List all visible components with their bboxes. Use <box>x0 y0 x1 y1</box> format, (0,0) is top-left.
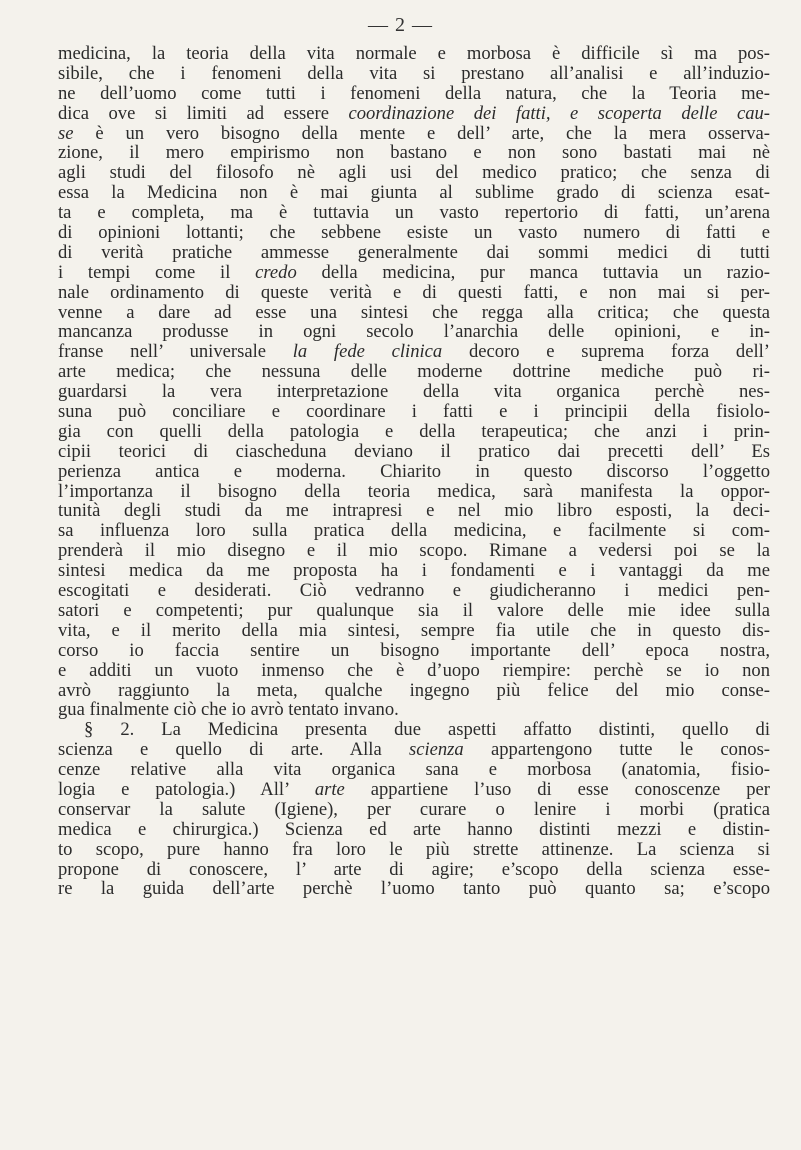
text-line <box>58 780 770 800</box>
text-line <box>58 223 770 243</box>
text-segment: i tempi come il <box>58 262 256 283</box>
italic-text: scienza <box>408 740 464 761</box>
text-line <box>58 44 770 64</box>
text-line <box>58 740 770 760</box>
text-segment: propone di conoscere, l’ arte di agire; e’scopo della scienza esse- <box>58 859 770 880</box>
text-line <box>58 382 770 402</box>
text-line <box>58 681 770 701</box>
text-segment: suna può conciliare e coordinare i fatti e i principii della fisiolo- <box>58 402 770 422</box>
text-segment: scienza e quello di arte. Alla <box>58 740 409 761</box>
italic-text: credo <box>255 262 297 283</box>
text-segment: perienza antica e moderna. Chiarito in questo discorso l’oggetto <box>58 461 770 482</box>
text-line <box>58 322 770 342</box>
text-segment: avrò raggiunto la meta, qualche ingegno più felice del mio conse- <box>58 680 770 701</box>
text-line <box>58 243 770 263</box>
text-line <box>58 521 770 541</box>
text-segment: dica ove si limiti ad essere <box>58 103 349 124</box>
italic-text: arte <box>314 779 345 800</box>
text-line <box>58 621 770 641</box>
text-line <box>58 263 770 283</box>
text-segment: decoro e suprema forza dell’ <box>442 342 770 363</box>
text-segment: medica e chirurgica.) Scienza ed arte hanno distinti mezzi e distin- <box>58 819 770 840</box>
text-line <box>58 163 770 183</box>
text-segment: ta e completa, ma è tuttavia un vasto repertorio di fatti, un’arena <box>58 203 770 224</box>
text-segment: guardarsi la vera interpretazione della vita organica perchè nes- <box>58 382 770 403</box>
text-segment: conservar la salute (Igiene), per curare o lenire i morbi (pratica <box>58 799 770 820</box>
text-segment: gia con quelli della patologia e della terapeutica; che anzi i prin- <box>58 421 770 442</box>
text-line <box>58 422 770 442</box>
text-segment: sintesi medica da me proposta ha i fondamenti e i vantaggi da me <box>58 561 770 582</box>
text-segment: sa influenza loro sulla pratica della medicina, e facilmente si com- <box>58 521 770 542</box>
text-segment: nale ordinamento di queste verità e di questi fatti, e non mai si per- <box>58 282 770 303</box>
text-line <box>58 661 770 681</box>
text-line <box>58 860 770 880</box>
text-segment: satori e competenti; pur qualunque sia il valore delle mie idee sulla <box>58 600 770 621</box>
text-segment: appartiene l’uso di esse conoscenze per <box>344 779 770 800</box>
text-line <box>58 203 770 223</box>
text-line <box>58 879 770 899</box>
text-segment: zione, il mero empirismo non bastano e non sono bastati mai nè <box>58 143 770 164</box>
text-line <box>58 501 770 521</box>
text-line <box>58 720 770 740</box>
text-line <box>58 402 770 422</box>
text-line <box>58 641 770 661</box>
text-segment: medicina, la teoria della vita normale e morbosa è difficile sì ma pos- <box>58 44 770 64</box>
text-segment: corso io faccia sentire un bisogno importante dell’ epoca nostra, <box>58 640 770 661</box>
text-segment: ne dell’uomo come tutti i fenomeni della natura, che la Teoria me- <box>58 83 770 104</box>
text-line <box>58 124 770 144</box>
text-segment: § 2. La Medicina presenta due aspetti affatto distinti, quello di <box>84 720 770 741</box>
text-line <box>58 303 770 323</box>
page-number: — 2 — <box>368 14 433 36</box>
text-segment: sibile, che i fenomeni della vita si prestano all’analisi e all’induzio- <box>58 63 770 84</box>
text-segment: venne a dare ad esse una sintesi che regga alla critica; che questa <box>58 302 770 323</box>
text-segment: di verità pratiche ammesse generalmente dai sommi medici di tutti <box>58 242 770 263</box>
text-line <box>58 104 770 124</box>
text-line <box>58 800 770 820</box>
text-segment: franse nell’ universale <box>58 342 293 363</box>
text-segment: re la guida dell’arte perchè l’uomo tanto può quanto sa; e’scopo <box>58 879 770 900</box>
text-line <box>58 283 770 303</box>
text-line <box>58 64 770 84</box>
text-line <box>58 601 770 621</box>
text-segment: cenze relative alla vita organica sana e morbosa (anatomia, fisio- <box>58 760 770 780</box>
text-line <box>58 442 770 462</box>
text-segment: vita, e il merito della mia sintesi, sempre fia utile che in questo dis- <box>58 620 770 641</box>
text-line <box>58 143 770 163</box>
text-line <box>58 84 770 104</box>
text-segment: escogitati e desiderati. Ciò vedranno e giudicheranno i medici pen- <box>58 581 770 601</box>
text-line <box>58 362 770 382</box>
text-line <box>58 561 770 581</box>
text-segment: di opinioni lottanti; che sebbene esiste un vasto numero di fatti e <box>58 223 770 243</box>
text-line <box>58 342 770 362</box>
text-line <box>58 462 770 482</box>
text-segment: to scopo, pure hanno fra loro le più strette attinenze. La scienza si <box>58 839 770 860</box>
text-segment: arte medica; che nessuna delle moderne dottrine mediche può ri- <box>58 362 770 383</box>
text-segment: è un vero bisogno della mente e dell’ arte, che la mera osserva- <box>73 123 770 144</box>
text-line <box>58 820 770 840</box>
italic-text: coordinazione dei fatti, e scoperta delle cau- <box>348 103 770 124</box>
text-line <box>58 760 770 780</box>
text-segment: gua finalmente ciò che io avrò tentato invano. <box>58 700 399 721</box>
text-line <box>58 581 770 601</box>
text-segment: logia e patologia.) All’ <box>58 779 315 800</box>
text-segment: cipii teorici di ciascheduna deviano il pratico dai precetti dell’ Es <box>58 441 770 462</box>
text-segment: mancanza produsse in ogni secolo l’anarchia delle opinioni, e in- <box>58 322 770 343</box>
text-segment: l’importanza il bisogno della teoria medica, sarà manifesta la oppor- <box>58 481 770 502</box>
text-line <box>58 700 770 720</box>
text-segment: e additi un vuoto inmenso che è d’uopo riempire: perchè se io non <box>58 660 770 681</box>
text-segment: della medicina, pur manca tuttavia un razio- <box>296 262 770 283</box>
text-segment: agli studi del filosofo nè agli usi del medico pratico; che senza di <box>58 163 770 184</box>
text-line <box>58 183 770 203</box>
italic-text: la fede clinica <box>292 342 443 363</box>
page-body <box>58 44 770 899</box>
text-segment: appartengono tutte le conos- <box>463 740 770 761</box>
text-line <box>58 482 770 502</box>
text-segment: essa la Medicina non è mai giunta al sublime grado di scienza esat- <box>58 183 770 204</box>
text-segment: tunità degli studi da me intrapresi e nel mio libro esposti, la deci- <box>58 501 770 522</box>
text-line <box>58 541 770 561</box>
text-line <box>58 840 770 860</box>
text-segment: prenderà il mio disegno e il mio scopo. Rimane a vedersi poi se la <box>58 541 770 562</box>
italic-text: se <box>58 123 74 144</box>
